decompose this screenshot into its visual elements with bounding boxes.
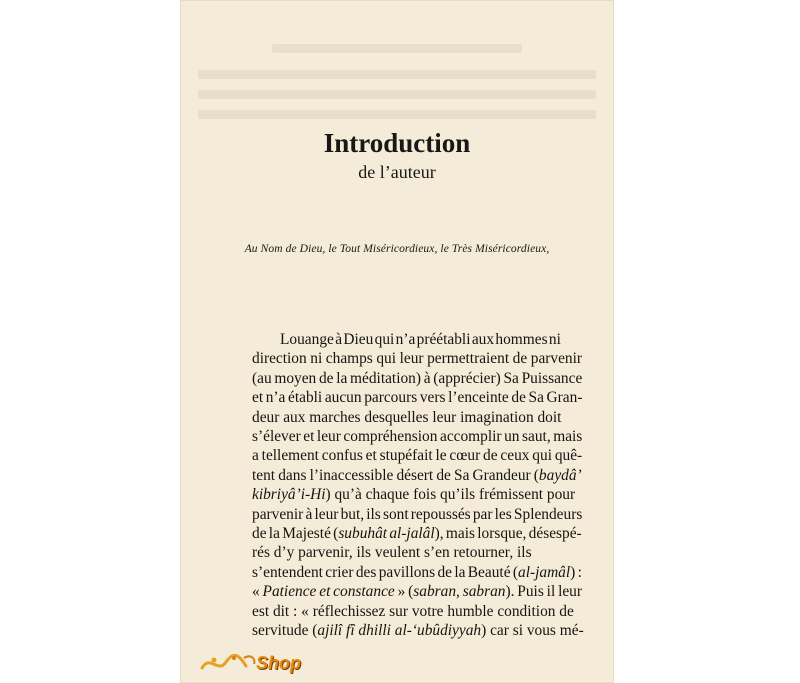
show-through-line: [272, 44, 522, 53]
text-line: [252, 524, 582, 543]
text-segment: ). Puis il leur: [505, 583, 583, 601]
text-segment: servitude (: [252, 622, 318, 640]
text-line: [252, 446, 582, 465]
book-page: [180, 0, 614, 683]
show-through-line: [198, 70, 596, 79]
text-line: [252, 543, 582, 562]
text-segment: a tellement confus et stupéfait le cœur de ceux qui quê-: [252, 447, 583, 465]
italic-term: Patience et constance: [262, 583, 395, 601]
text-line: [252, 563, 582, 582]
text-line: [252, 466, 582, 485]
italic-term: baydâ’: [538, 466, 582, 484]
text-line: [252, 330, 582, 349]
italic-term: kibriyâ’i-Hi: [252, 486, 326, 504]
text-line: [252, 485, 582, 504]
page-subtitle: de l’auteur: [358, 162, 436, 182]
text-segment: «: [252, 583, 263, 601]
basmala-invocation: Au Nom de Dieu, le Tout Miséricordieux, le Très Miséricordieux,: [244, 243, 550, 255]
text-segment: deur aux marches desquelles leur imagination doit: [252, 408, 562, 426]
italic-term: ajilî fî dhilli al-‘ubûdiyyah: [317, 622, 482, 640]
text-line: [252, 602, 582, 621]
body-paragraph: [252, 330, 582, 641]
text-line: [252, 505, 582, 524]
text-line: [252, 349, 582, 368]
text-segment: (au moyen de la méditation) à (apprécier) Sa Puissance: [252, 369, 583, 387]
text-segment: s’entendent crier des pavillons de la Beauté (: [252, 563, 518, 581]
text-segment: » (: [394, 583, 414, 601]
text-line: [252, 582, 582, 601]
shop-logo: [200, 650, 301, 676]
text-segment: Louange à Dieu qui n’a préétabli aux hommes ni: [280, 331, 561, 348]
text-line: [252, 427, 582, 446]
text-segment: est dit : « réflechissez sur votre humble condition de: [252, 602, 574, 620]
text-segment: rés d’y parvenir, ils veulent s’en retourner, ils: [252, 544, 532, 562]
text-line: [252, 621, 582, 640]
text-segment: ) :: [570, 563, 582, 581]
show-through-line: [198, 90, 596, 99]
show-through-line: [198, 110, 596, 119]
text-segment: parvenir à leur but, ils sont repoussés par les Splendeurs: [252, 505, 583, 523]
text-segment: ) qu’à chaque fois qu’ils frémissent pour: [325, 486, 576, 504]
logo-text: Shop: [256, 652, 301, 673]
text-line: [252, 369, 582, 388]
text-segment: ) car si vous mé-: [481, 622, 584, 640]
italic-term: sabran, sabran: [413, 583, 506, 601]
italic-term: al-jamâl: [518, 563, 571, 581]
text-segment: et n’a établi aucun parcours vers l’enceinte de Sa Gran-: [252, 389, 583, 407]
text-segment: direction ni champs qui leur permettraient de parvenir: [252, 350, 583, 368]
text-segment: tent dans l’inaccessible désert de Sa Grandeur (: [252, 466, 539, 484]
text-line: [252, 388, 582, 407]
swirl-icon: [200, 652, 260, 674]
italic-term: subuhât al-jalâl: [338, 525, 435, 543]
text-segment: de la Majesté (: [252, 525, 339, 543]
page-title: Introduction: [323, 128, 471, 158]
text-line: [252, 408, 582, 427]
text-segment: ), mais lorsque, désespé-: [434, 525, 582, 543]
text-segment: s’élever et leur compréhension accomplir un saut, mais: [252, 428, 583, 446]
